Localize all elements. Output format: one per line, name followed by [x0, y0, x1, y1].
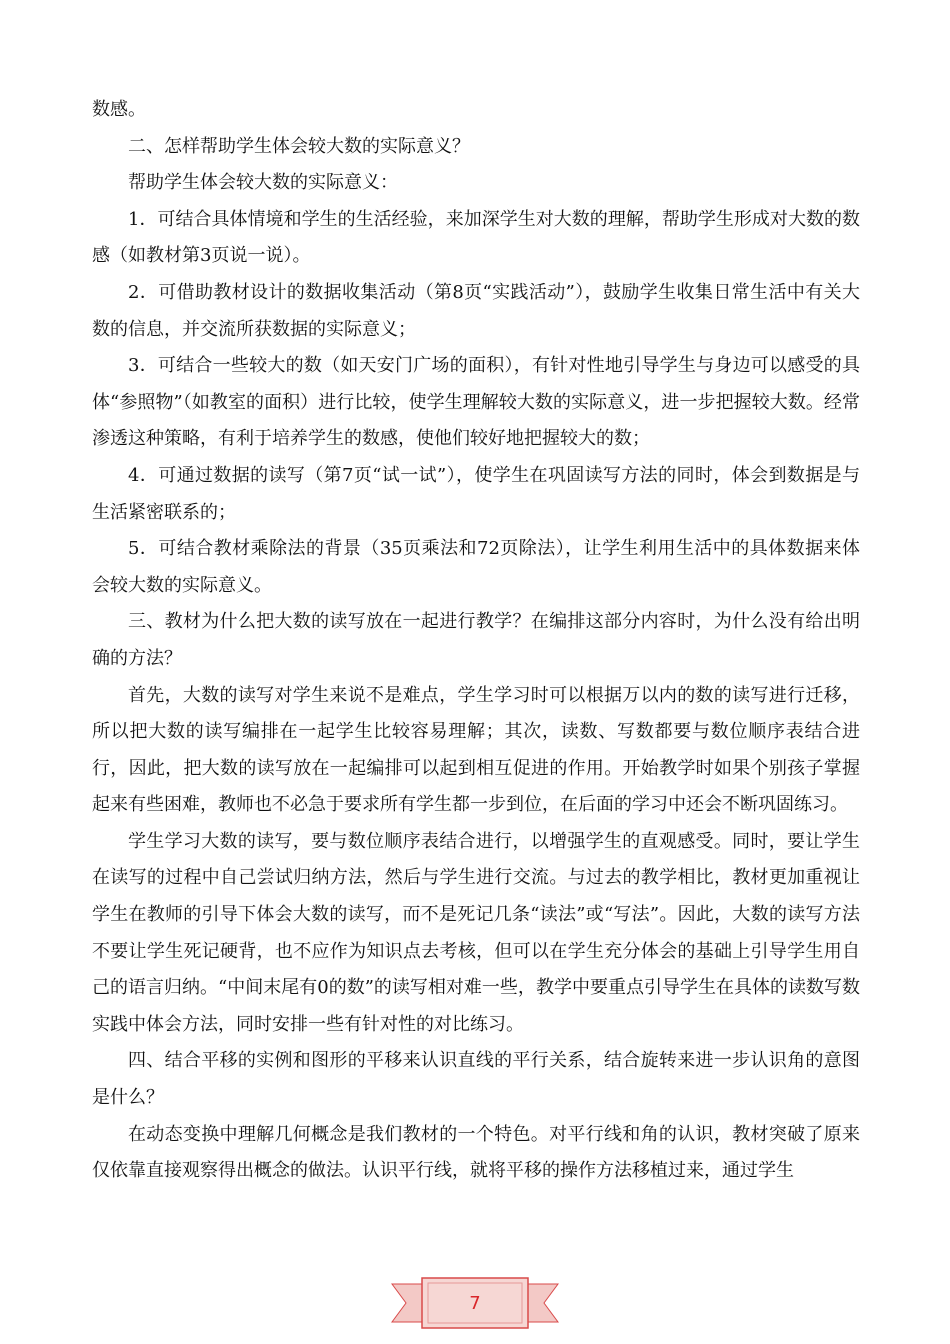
list-item-1: 1．可结合具体情境和学生的生活经验，来加深学生对大数的理解，帮助学生形成对大数的数感（如教材第3页说一说）。 — [92, 208, 860, 267]
paragraph-1: 数感。 — [92, 99, 146, 120]
page-body — [92, 92, 860, 1190]
paragraph-11: 学生学习大数的读写，要与数位顺序表结合进行，以增强学生的直观感受。同时，要让学生在读写的过程中自己尝试归纳方法，然后与学生进行交流。与过去的教学相比，教材更加重视让学生在教师的引导下体会大数的读写，而不是死记几条“读法”或“写法”。因此，大数的读写方法不要让学生死记硬背，也不应作为知识点去考核，但可以在学生充分体会的基础上引导学生用自己的语言归纳。“中间末尾有0的数”的读写相对难一些，教学中要重点引导学生在具体的读数写数实践中体会方法，同时安排一些有针对性的对比练习。 — [92, 830, 860, 1035]
section-heading-4: 四、结合平移的实例和图形的平移来认识直线的平行关系，结合旋转来进一步认识角的意图是什么？ — [92, 1050, 860, 1109]
section-heading-3: 三、教材为什么把大数的读写放在一起进行教学？在编排这部分内容时，为什么没有给出明确的方法？ — [92, 611, 860, 669]
section-heading-2: 二、怎样帮助学生体会较大数的实际意义？ — [128, 135, 470, 157]
page-number: 7 — [469, 1293, 481, 1314]
page-footer — [390, 1270, 560, 1336]
list-item-3: 3．可结合一些较大的数（如天安门广场的面积），有针对性地引导学生与身边可以感受的具体“参照物”（如教室的面积）进行比较，使学生理解较大数的实际意义，进一步把握较大数。经常渗透这种策略，有利于培养学生的数感，使他们较好地把握较大的数； — [92, 355, 860, 450]
list-item-4: 4．可通过数据的读写（第7页“试一试”），使学生在巩固读写方法的同时，体会到数据是与生活紧密联系的； — [92, 464, 860, 523]
paragraph-3: 帮助学生体会较大数的实际意义： — [128, 172, 398, 194]
paragraph-13: 在动态变换中理解几何概念是我们教材的一个特色。对平行线和角的认识，教材突破了原来仅依靠直接观察得出概念的做法。认识平行线，就将平移的操作方法移植过来，通过学生 — [92, 1123, 860, 1182]
list-item-5: 5．可结合教材乘除法的背景（35页乘法和72页除法），让学生利用生活中的具体数据来体会较大数的实际意义。 — [92, 538, 860, 596]
list-item-2: 2．可借助教材设计的数据收集活动（第8页“实践活动”），鼓励学生收集日常生活中有关大数的信息，并交流所获数据的实际意义； — [92, 281, 860, 340]
paragraph-10: 首先，大数的读写对学生来说不是难点，学生学习时可以根据万以内的数的读写进行迁移，所以把大数的读写编排在一起学生比较容易理解；其次，读数、写数都要与数位顺序表结合进行，因此，把大数的读写放在一起编排可以起到相互促进的作用。开始教学时如果个别孩子掌握起来有些困难，教师也不必急于要求所有学生都一步到位，在后面的学习中还会不断巩固练习。 — [92, 684, 860, 816]
